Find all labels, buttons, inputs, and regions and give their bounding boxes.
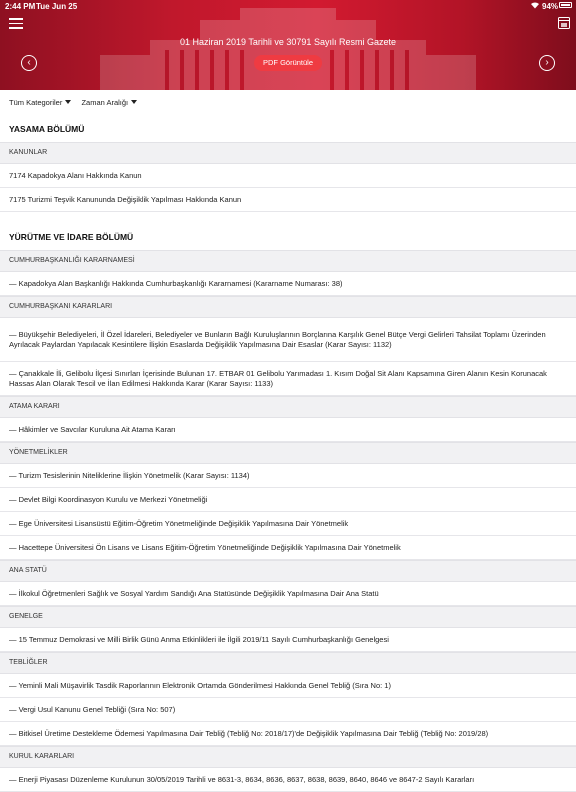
section-title: YÜRÜTME VE İDARE BÖLÜMÜ: [9, 232, 134, 242]
list-item[interactable]: — Hacettepe Üniversitesi Ön Lisans ve Lisans Eğitim-Öğretim Yönetmeliğinde Değişiklik Yapılmasına Dair Yönetmelik: [0, 536, 576, 560]
chevron-left-icon[interactable]: ‹: [21, 55, 37, 71]
category-filter[interactable]: [9, 98, 71, 107]
list-item[interactable]: — Enerji Piyasası Düzenleme Kurulunun 30/05/2019 Tarihli ve 8631-3, 8634, 8636, 8637, 8638, 8639, 8640, 8646 ve 8647-2 Sayılı Kararları: [0, 768, 576, 792]
category-header: TEBLİĞLER: [0, 652, 576, 674]
wifi-icon: [530, 1, 540, 11]
category-header: KURUL KARARLARI: [0, 746, 576, 768]
section-title: YASAMA BÖLÜMÜ: [9, 124, 85, 134]
list-item[interactable]: — Bitkisel Üretime Destekleme Ödemesi Yapılmasına Dair Tebliğ (Tebliğ No: 2018/17)'de Değişiklik Yapılmasına Dair Tebliğ (Tebliğ No: 2019/28): [0, 722, 576, 746]
pdf-view-button[interactable]: PDF Görüntüle: [254, 55, 322, 71]
list-item[interactable]: — Büyükşehir Belediyeleri, İl Özel İdareleri, Belediyeler ve Bunların Bağlı Kuruluşlarının Borçlarına Karşılık Genel Bütçe Vergi Gelirleri Tahsilat Toplamı Üzerinden Ayrılacak Paylardan Yapılacak Kesintilere İlişkin Esaslarda Değişiklik Yapılmasına Dair Esaslar (Karar Sayısı: 1132): [0, 318, 576, 362]
list-item[interactable]: — İlkokul Öğretmenleri Sağlık ve Sosyal Yardım Sandığı Ana Statüsünde Değişiklik Yapılmasına Dair Ana Statü: [0, 582, 576, 606]
category-header: ANA STATÜ: [0, 560, 576, 582]
list-item[interactable]: — Devlet Bilgi Koordinasyon Kurulu ve Merkezi Yönetmeliği: [0, 488, 576, 512]
battery-percent: 94%: [542, 2, 559, 11]
caret-down-icon: [65, 100, 71, 104]
status-date: Tue Jun 25: [36, 2, 78, 11]
date-range-filter-label: Zaman Aralığı: [81, 98, 129, 107]
date-range-filter[interactable]: [81, 98, 137, 107]
list-item[interactable]: — 15 Temmuz Demokrasi ve Milli Birlik Günü Anma Etkinlikleri ile İlgili 2019/11 Sayılı Cumhurbaşkanlığı Genelgesi: [0, 628, 576, 652]
list-item[interactable]: — Hâkimler ve Savcılar Kuruluna Ait Atama Kararı: [0, 418, 576, 442]
hamburger-menu-icon[interactable]: [9, 18, 23, 29]
filter-bar: [9, 98, 145, 107]
list-item[interactable]: 7174 Kapadokya Alanı Hakkında Kanun: [0, 164, 576, 188]
caret-down-icon: [131, 100, 137, 104]
calendar-icon[interactable]: [558, 17, 570, 29]
gazette-content: [0, 116, 576, 792]
gazette-title: 01 Haziran 2019 Tarihli ve 30791 Sayılı Resmi Gazete: [180, 37, 396, 47]
list-item[interactable]: — Yeminli Mali Müşavirlik Tasdik Raporlarının Elektronik Ortamda Gönderilmesi Hakkında Genel Tebliğ (Sıra No: 1): [0, 674, 576, 698]
category-header: CUMHURBAŞKANI KARARLARI: [0, 296, 576, 318]
category-header: YÖNETMELİKLER: [0, 442, 576, 464]
status-time: 2:44 PM: [5, 2, 36, 11]
list-item[interactable]: — Çanakkale İli, Gelibolu İlçesi Sınırları İçerisinde Bulunan 17. ETBAR 01 Gelibolu Yarımadası 1. Kısım Doğal Sit Alanı Kapsamına Giren Alanın Kesin Korunacak Hassas Alan Olarak Tescil ve İlan Edilmesi Hakkında Karar (Karar Sayısı: 1133): [0, 362, 576, 396]
list-item[interactable]: — Ege Üniversitesi Lisansüstü Eğitim-Öğretim Yönetmeliğinde Değişiklik Yapılmasına Dair Yönetmelik: [0, 512, 576, 536]
category-filter-label: Tüm Kategoriler: [9, 98, 63, 107]
category-header: CUMHURBAŞKANLIĞI KARARNAMESİ: [0, 250, 576, 272]
list-item[interactable]: — Turizm Tesislerinin Niteliklerine İlişkin Yönetmelik (Karar Sayısı: 1134): [0, 464, 576, 488]
battery-icon: [559, 2, 572, 8]
list-item[interactable]: — Vergi Usul Kanunu Genel Tebliği (Sıra No: 507): [0, 698, 576, 722]
chevron-right-icon[interactable]: ›: [539, 55, 555, 71]
category-header: ATAMA KARARI: [0, 396, 576, 418]
gazette-header: [0, 0, 576, 90]
status-bar: [0, 0, 576, 12]
list-item[interactable]: — Kapadokya Alan Başkanlığı Hakkında Cumhurbaşkanlığı Kararnamesi (Kararname Numarası: 38): [0, 272, 576, 296]
category-header: KANUNLAR: [0, 142, 576, 164]
list-item[interactable]: 7175 Turizmi Teşvik Kanununda Değişiklik Yapılması Hakkında Kanun: [0, 188, 576, 212]
category-header: GENELGE: [0, 606, 576, 628]
